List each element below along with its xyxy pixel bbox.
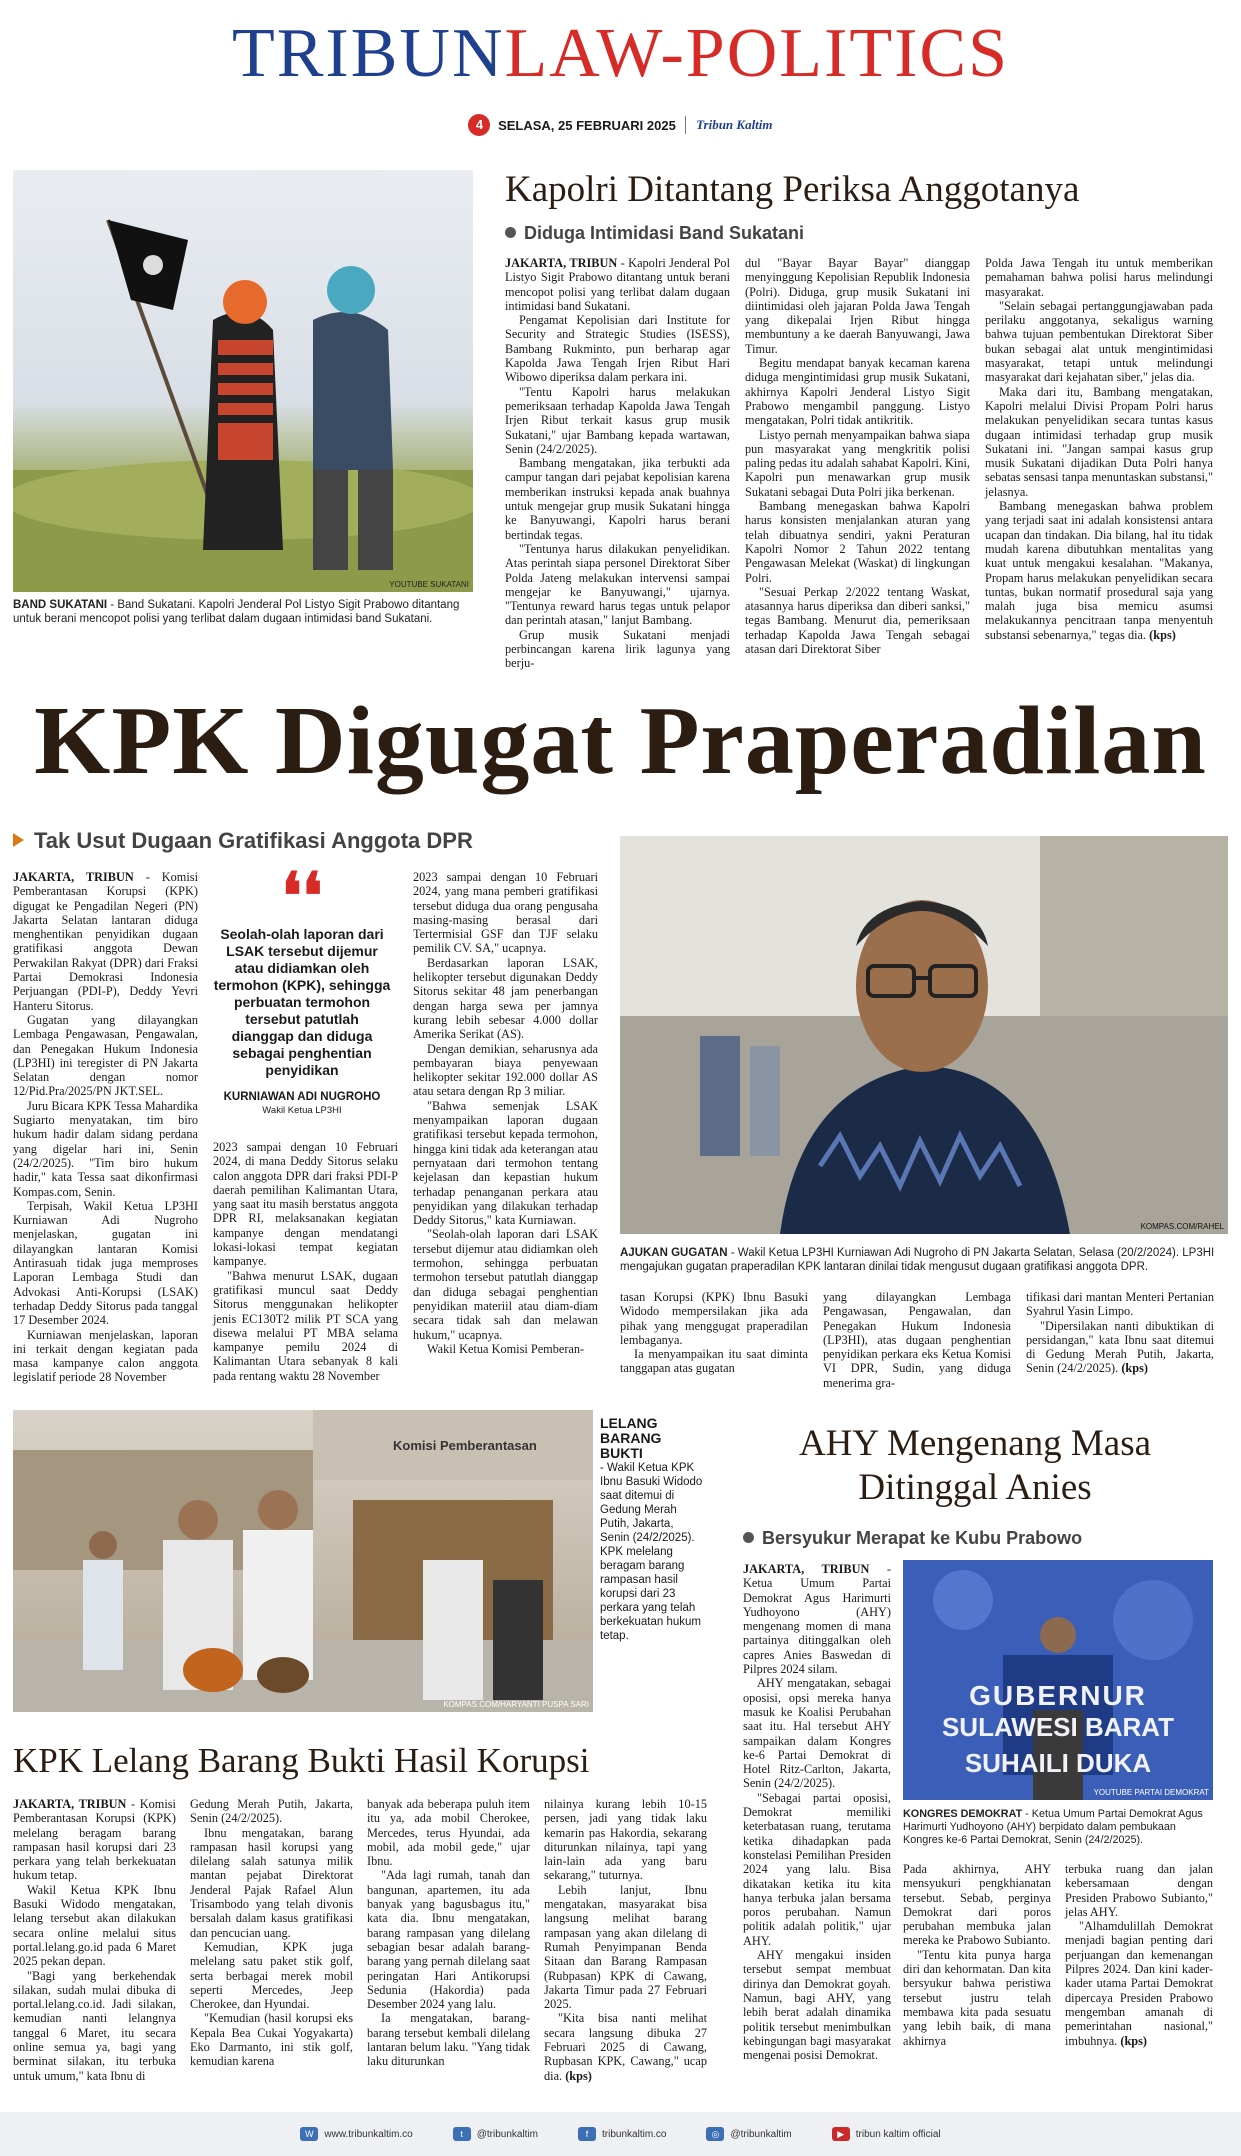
issue-date: SELASA, 25 FEBRUARI 2025: [498, 117, 676, 133]
globe-icon: W: [300, 2127, 318, 2141]
photo-credit: YOUTUBE PARTAI DEMOKRAT: [1093, 1788, 1209, 1797]
story3-column-4: nilainya kurang lebih 10-15 persen, jadi yang tidak laku kemarin pas Hakordia, sekarang diturunkan nilainya, tapi yang lain-lain ada yang baru sekarang," tuturnya. Lebih lanjut, Ibnu mengatakan, masyarakat bisa langsung melihat barang rampasan yang akan dilelang di Rumah Penyimpanan Benda Sitaan dan Barang Rampasan (Rubpasan) KPK di Cawang, Jakarta Timur pada 27 Februari 2025. "Kita bisa nanti melihat secara langsung dibuka 27 Februari 2025 di Cawang, Rupbasan KPK, Cawang," ucap dia. (kps): [544, 1797, 707, 2083]
story4-column-1: JAKARTA, TRIBUN - Ketua Umum Partai Demokrat Agus Harimurti Yudhoyono (AHY) mengenang momen di mana partainya ditinggalkan oleh capres Anies Baswedan di Pilpres 2024 silam. AHY mengatakan, sebagai oposisi, opsi mereka hanya masuk ke Koalisi Perubahan saat itu. Hal tersebut AHY sampaikan dalam Kongres ke-6 Partai Demokrat di Hotel Ritz-Carlton, Jakarta, Senin (24/2/2025). "Sebagai partai oposisi, Demokrat memiliki keterbatasan ruang, terutama ketika dihadapkan pada konstelasi Pemilihan Presiden 2024 yang lalu. Bisa dikatakan ketika itu kita hanya terbuka jalan bersama poros perubahan. Namun politik adalah politik," ujar AHY. AHY mengakui insiden tersebut sempat membuat dirinya dan Demokrat goyah. Namun, bagi AHY, yang lebih berat adalah dinamika politik tersebut menimbulkan kebingungan bagi masyarakat mengenai posisi Demokrat.: [743, 1562, 891, 2063]
page-number: 4: [468, 114, 490, 136]
story2-column-6: tifikasi dari mantan Menteri Pertanian Syahrul Yasin Limpo. "Dipersilakan nanti dibuktikan di persidangan," kata Ibnu saat ditemui di Gedung Merah Putih, Jakarta, Senin (24/2/2025). (kps): [1026, 1290, 1214, 1376]
facebook-icon: f: [578, 2127, 596, 2141]
story1-title: Kapolri Ditantang Periksa Anggotanya: [505, 169, 1080, 210]
youtube-icon: ▶: [832, 2127, 850, 2141]
photo-credit: KOMPAS.COM/HARYANTI PUSPA SARI: [443, 1700, 589, 1709]
story3-column-3: banyak ada beberapa puluh item itu ya, ada mobil Cherokee, Mercedes, terus Hyundai, ada mobil, ada mobil gede," ujar Ibnu. "Ada lagi rumah, tanah dan bangunan, apartemen, itu ada banyak yang bagusbagus itu," kata dia. Ibnu mengatakan, barang rampasan yang dilelang sebagian besar adalah barang-barang yang pernah dilelang saat peringatan Hari Antikorupsi Sedunia (Hakordia) pada Desember 2024 yang lalu. Ia mengatakan, barang-barang tersebut kembali dilelang lantaran belum laku. "Yang tidak laku diturunkan: [367, 1797, 530, 2069]
bullet-icon: [505, 227, 516, 238]
story1-column-3: Polda Jawa Tengah itu untuk memberikan pemahaman bahwa polisi harus melindungi masyarakat. "Selain sebagai pertanggungjawaban pada perilaku anggotanya, sekaligus warning bahwa tujuan pembentukan Direktorat Siber bukan sebagai alat untuk mengintimidasi masyarakat, tetapi untuk melindungi masyarakat dari kejahatan siber," jelas dia. Maka dari itu, Bambang mengatakan, Kapolri melalui Divisi Propam Polri harus melakukan penyelidikan secara tuntas kasus dugaan intimidasi terhadap grup musik Sukatani ini. "Jangan sampai kasus grup musik Sukatani dijadikan Duta Polri hanya sebatas sensasi tanpa menuntaskan substansi," jelasnya. Bambang menegaskan bahwa problem yang terjadi saat ini adalah konsistensi antara ucapan dan tindakan. Dia bilang, hal itu tidak mudah karena dibutuhkan mentalitas yang kuat untuk mengakui kesalahan. "Makanya, Propam harus melakukan penyelidikan secara tuntas, bukan normatif prosedural saja yang malah juga bisa memicu asumsi melakukannya pencitraan tanpa menyentuh substansi sebenarnya," tegas dia. (kps): [985, 256, 1213, 642]
ahy-photo: [903, 1560, 1213, 1800]
banner-line-2: SULAWESI BARAT: [941, 1712, 1175, 1742]
story4-column-3: terbuka ruang dan jalan kebersamaan dengan Presiden Prabowo Subianto," jelas AHY. "Alhamdulillah Demokrat menjadi bagian penting dari perjuangan dan kemenangan Pilpres 2024. Dan kini kader-kader utama Partai Demokrat dipercaya Presiden Prabowo mengemban amanah di pemerintahan nasional," imbuhnya. (kps): [1065, 1862, 1213, 2048]
story4-subtitle: Bersyukur Merapat ke Kubu Prabowo: [743, 1527, 1082, 1549]
footer-instagram[interactable]: ◎ @tribunkaltim: [706, 2127, 791, 2141]
quote-role: Wakil Ketua LP3HI: [262, 1105, 342, 1116]
footer-facebook[interactable]: f tribunkaltim.co: [578, 2127, 666, 2141]
story4-column-2: Pada akhirnya, AHY mensyukuri pengkhianatan tersebut. Sebab, perginya Demokrat dari poros perubahan membuka jalan mereka ke Prabowo Subianto. "Tentu kita punya harga diri dan kehormatan. Dan kita bersyukur bahwa peristiwa tersebut justru telah membawa kita pada sesuatu yang lebih baik, di mana akhirnya: [903, 1862, 1051, 2048]
photo-sign: Komisi Pemberantasan: [393, 1438, 537, 1453]
banner-line-1: GUBERNUR: [969, 1680, 1147, 1711]
caption-label: AJUKAN GUGATAN: [620, 1247, 728, 1259]
story2-headline: KPK Digugat Praperadilan: [34, 687, 1207, 795]
brand-logo: Tribun Kaltim: [696, 117, 773, 132]
story3-column-2: Gedung Merah Putih, Jakarta, Senin (24/2/2025). Ibnu mengatakan, barang rampasan hasil korupsi yang dilelang salah satunya milik mantan pejabat Direktorat Jenderal Pajak Rafael Alun Trisambodo yang telah divonis bersalah dalam kasus gratifikasi dan pencucian uang. Kemudian, KPK juga melelang satu paket stik golf, serta berbagai merek mobil seperti Mercedes, Jeep Cherokee, dan Hyundai. "Kemudian (hasil korupsi eks Kepala Bea Cukai Yogyakarta) Eko Darmanto, ini stik golf, kemudian karena: [190, 1797, 353, 2069]
photo-credit: KOMPAS.COM/RAHEL: [1140, 1222, 1224, 1231]
footer-youtube[interactable]: ▶ tribun kaltim official: [832, 2127, 941, 2141]
caption-text: - Ketua Umum Partai Demokrat Agus Harimurti Yudhoyono (AHY) berpidato dalam pembukaan Kongres ke-6 Partai Demokrat, Senin (24/2/2025).: [903, 1808, 1203, 1846]
caption-label: KONGRES DEMOKRAT: [903, 1808, 1023, 1820]
story1-column-1: JAKARTA, TRIBUN - Kapolri Jenderal Pol Listyo Sigit Prabowo ditantang untuk berani mencopot polisi yang terlibat dalam dugaan intimidasi band Sukatani. Pengamat Kepolisian dari Institute for Security and Strategic Studies (ISESS), Bambang Rukminto, pun berharap agar Kapolda Jawa Tengah Irjen Ribut Hari Wibowo diperiksa dalam perkara ini. "Tentu Kapolri harus melakukan pemeriksaan terhadap Kapolda Jawa Tengah Irjen Ribut terkait kasus grup musik Sukatani," ujar Bambang kepada wartawan, Senin (24/2/2025). Bambang mengatakan, jika terbukti ada campur tangan dari pejabat kepolisian karena memberikan instruksi kepada anak buahnya untuk mengejar grup musik Sukatani hingga ke Banyuwangi, Kapolri harus berani bertindak tegas. "Tentunya harus dilakukan penyelidikan. Atas perintah siapa personel Direktorat Siber Polda Jateng melakukan intervensi sampai mengejar ke Banyuwangi," ujarnya. "Tentunya reward harus tegas untuk pelapor dan perintah atasan," lanjut Bambang. Grup musik Sukatani menjadi perbincangan karena lirik lagunya yang berju-: [505, 256, 730, 671]
band-sukatani-photo: [13, 170, 473, 592]
story3-column-1: JAKARTA, TRIBUN - Komisi Pemberantasan Korupsi (KPK) melelang beragam barang rampasan hasil korupsi dari 23 perkara yang telah berkekuatan hukum tetap. Wakil Ketua KPK Ibnu Basuki Widodo mengatakan, lelang tersebut akan dilakukan secara online melalui situs portal.lelang.go.id pada 6 Maret 2025 pekan depan. "Bagi yang berkehendak silakan, sudah mulai dibuka di portal.lelang.co.id. Jadi silakan, kemudian nanti lelangnya tanggal 6 Maret, itu secara online semua ya, bagi yang berminat silakan, itu terbuka untuk umum," kata Ibnu di: [13, 1797, 176, 2083]
story1-caption: [13, 598, 473, 626]
story2-column-3: 2023 sampai dengan 10 Februari 2024, yang mana pemberi gratifikasi tersebut diduga dua orang pengusaha masing-masing berasal dari Tertermisial GSF dan TJF selaku pemilik CV. SA," ucapnya. Berdasarkan laporan LSAK, helikopter tersebut digunakan Deddy Sitorus sekitar 48 jam penerbangan dengan harga sewa per jamnya kurang lebih sebesar 4.000 dollar Amerika Serikat (AS). Dengan demikian, seharusnya ada pembayaran biaya penyewaan helikopter sekitar 192.000 dollar AS atau setara dengan Rp 3 miliar. "Bahwa semenjak LSAK menyampaikan laporan dugaan gratifikasi tersebut kepada termohon, hingga kini tidak ada keterangan atau pernyataan dari termohon tentang kejelasan dan kepastian hukum terhadap penanganan perkara atau penyidikan yang dilakukan terhadap Deddy Sitorus," kata Kurniawan. "Seolah-olah laporan dari LSAK tersebut dijemur atau didiamkan oleh termohon, sehingga perbuatan termohon tersebut patutlah dianggap dan diduga sebagai penghentian penyidikan materiil atau diam-diam secara tidak sah dan melawan hukum," ucapnya. Wakil Ketua Komisi Pemberan-: [413, 870, 598, 1356]
story2-column-1: JAKARTA, TRIBUN - Komisi Pemberantasan Korupsi (KPK) digugat ke Pengadilan Negeri (PN) Jakarta Selatan lantaran diduga menghentikan penyidikan dugaan gratifikasi anggota Dewan Perwakilan Rakyat (DPR) dari Fraksi Partai Demokrasi Indonesia Perjuangan (PDI-P), Deddy Yevri Hanteru Sitorus. Gugatan yang dilayangkan Lembaga Pengawasan, Pengawalan, dan Penegakan Hukum Indonesia (LP3HI) ini teregister di PN Jakarta Selatan dengan nomor 12/Pid.Pra/2025/PN JKT.SEL. Juru Bicara KPK Tessa Mahardika Sugiarto menyatakan, tim biro hukum hadir dalam sidang perdana yang digelar hari ini, Senin (24/2/2025). "Tim biro hukum hadir," kata Tessa saat dikonfirmasi Kompas.com, Senin. Terpisah, Wakil Ketua LP3HI Kurniawan Adi Nugroho menjelaskan, gugatan ini dilayangkan lantaran Komisi Antirasuah tidak juga memproses Laporan Lembaga Studi dan Advokasi Anti-Korupsi (LSAK) terhadap Deddy Sitorus pada tanggal 17 Desember 2024. Kurniawan menjelaskan, laporan ini terkait dengan kegiatan pada masa kampanye calon anggota legislatif periode 28 November: [13, 870, 198, 1385]
story3-caption: [600, 1416, 704, 1643]
caption-text: - Wakil Ketua LP3HI Kurniawan Adi Nugroho di PN Jakarta Selatan, Selasa (20/2/2024). LP3HI mengajukan gugatan praperadilan KPK lantaran dinilai tidak mengusut dugaan gratifikasi anggota DPR.: [620, 1247, 1215, 1273]
pull-quote: [213, 861, 391, 1116]
story2-column-5: yang dilayangkan Lembaga Pengawasan, Pengawalan, dan Penegakan Hukum Indonesia (LP3HI), atas dugaan penghentian penyidikan perkara eks Ketua Komisi VI DPR, Sudin, yang diduga menerima gra-: [823, 1290, 1011, 1390]
footer-twitter[interactable]: t @tribunkaltim: [453, 2127, 538, 2141]
story4-caption: [903, 1808, 1213, 1847]
photo-credit: YOUTUBE SUKATANI: [389, 580, 469, 589]
story2-subtitle: Tak Usut Dugaan Gratifikasi Anggota DPR: [13, 828, 473, 854]
story1-subtitle: Diduga Intimidasi Band Sukatani: [505, 222, 804, 244]
twitter-icon: t: [453, 2127, 471, 2141]
story3-headline: KPK Lelang Barang Bukti Hasil Korupsi: [13, 1741, 590, 1780]
masthead-tribun: TRIBUN: [231, 15, 505, 92]
quote-name: KURNIAWAN ADI NUGROHO: [223, 1091, 381, 1103]
story4-headline: AHY Mengenang Masa Ditinggal Anies: [798, 1423, 1152, 1508]
masthead: [0, 14, 1241, 133]
masthead-section: LAW-POLITICS: [504, 15, 1010, 92]
story2-caption: [620, 1246, 1228, 1274]
caption-label: LELANG BARANG BUKTI: [600, 1415, 662, 1461]
footer-website[interactable]: W www.tribunkaltim.co: [300, 2127, 412, 2141]
quote-icon: ❛❛: [281, 861, 323, 932]
banner-line-3: SUHAILI DUKA: [964, 1748, 1152, 1778]
kpk-auction-photo: [13, 1410, 593, 1712]
story2-column-2: 2023 sampai dengan 10 Februari 2024, di mana Deddy Sitorus selaku calon anggota DPR dari fraksi PDI-P daerah pemilihan Kalimantan Utara, yang saat itu masih berstatus anggota DPR RI, melaksanakan kegiatan kampanye dengan mendatangi lokasi-lokasi tempat kegiatan kampanye. "Bahwa menurut LSAK, dugaan gratifikasi muncul saat Deddy Sitorus menggunakan helikopter jenis EC130T2 milik PT SCA yang disewa melalui PT MBA selama kampanye pemilu 2024 di Kalimantan Utara sebanyak 8 kali pada rentang waktu 28 November: [213, 1140, 398, 1383]
story1-column-2: dul "Bayar Bayar Bayar" dianggap menyinggung Kepolisian Republik Indonesia (Polri). Diduga, grup musik Sukatani ini diintimidasi oleh jajaran Polda Jawa Tengah yang dikepalai Irjen Ribut hingga membuntuny a ke daerah Banyuwangi, Jawa Timur. Begitu mendapat banyak kecaman karena diduga mengintimidasi grup musik Sukatani, akhirnya Kapolri Jenderal Listyo Sigit Prabowo mengambil panggung. Listyo mengatakan, Polri tidak antikritik. Listyo pernah menyampaikan bahwa siapa pun masyarakat yang mengkritik polisi paling pedas itu adalah sahabat Kapolri. Kini, Kapolri pun menawarkan grup musik Sukatani sebagai Duta Polri jika berkenan. Bambang menegaskan bahwa Kapolri harus konsisten menjalankan aturan yang telah dibuatnya sendiri, yakni Peraturan Kapolri Nomor 2 Tahun 2022 tentang Pengawasan Melekat (Waskat) di lingkungan Polri. "Sesuai Perkap 2/2022 tentang Waskat, atasannya harus diperiksa dan diberi sanksi," tegas Bambang. Menurut dia, pemeriksaan terhadap Kapolda Jawa Tengah sebagai atasan dari Direktorat Siber: [745, 256, 970, 657]
triangle-icon: [13, 833, 24, 847]
caption-text: - Wakil Ketua KPK Ibnu Basuki Widodo saat ditemui di Gedung Merah Putih, Jakarta, Senin (24/2/2025). KPK melelang beragam barang rampasan hasil korupsi dari 23 perkara yang telah berkekuatan hukum tetap.: [600, 1462, 703, 1642]
caption-label: BAND SUKATANI: [13, 599, 108, 611]
footer-bar: [0, 2112, 1241, 2156]
quote-text: Seolah-olah laporan dari LSAK tersebut dijemur atau didiamkan oleh termohon (KPK), sehingga perbuatan termohon tersebut patutlah dianggap dan diduga sebagai penghentian penyidikan: [213, 926, 391, 1078]
instagram-icon: ◎: [706, 2127, 724, 2141]
caption-text: - Band Sukatani. Kapolri Jenderal Pol Listyo Sigit Prabowo ditantang untuk berani mencopot polisi yang terlibat dalam dugaan intimidasi band Sukatani.: [13, 599, 460, 625]
kurniawan-photo: [620, 836, 1228, 1234]
bullet-icon: [743, 1532, 754, 1543]
story2-column-4: tasan Korupsi (KPK) Ibnu Basuki Widodo mempersilakan jika ada pihak yang menggugat praperadilan lembaganya. Ia menyampaikan itu saat diminta tanggapan atas gugatan: [620, 1290, 808, 1376]
